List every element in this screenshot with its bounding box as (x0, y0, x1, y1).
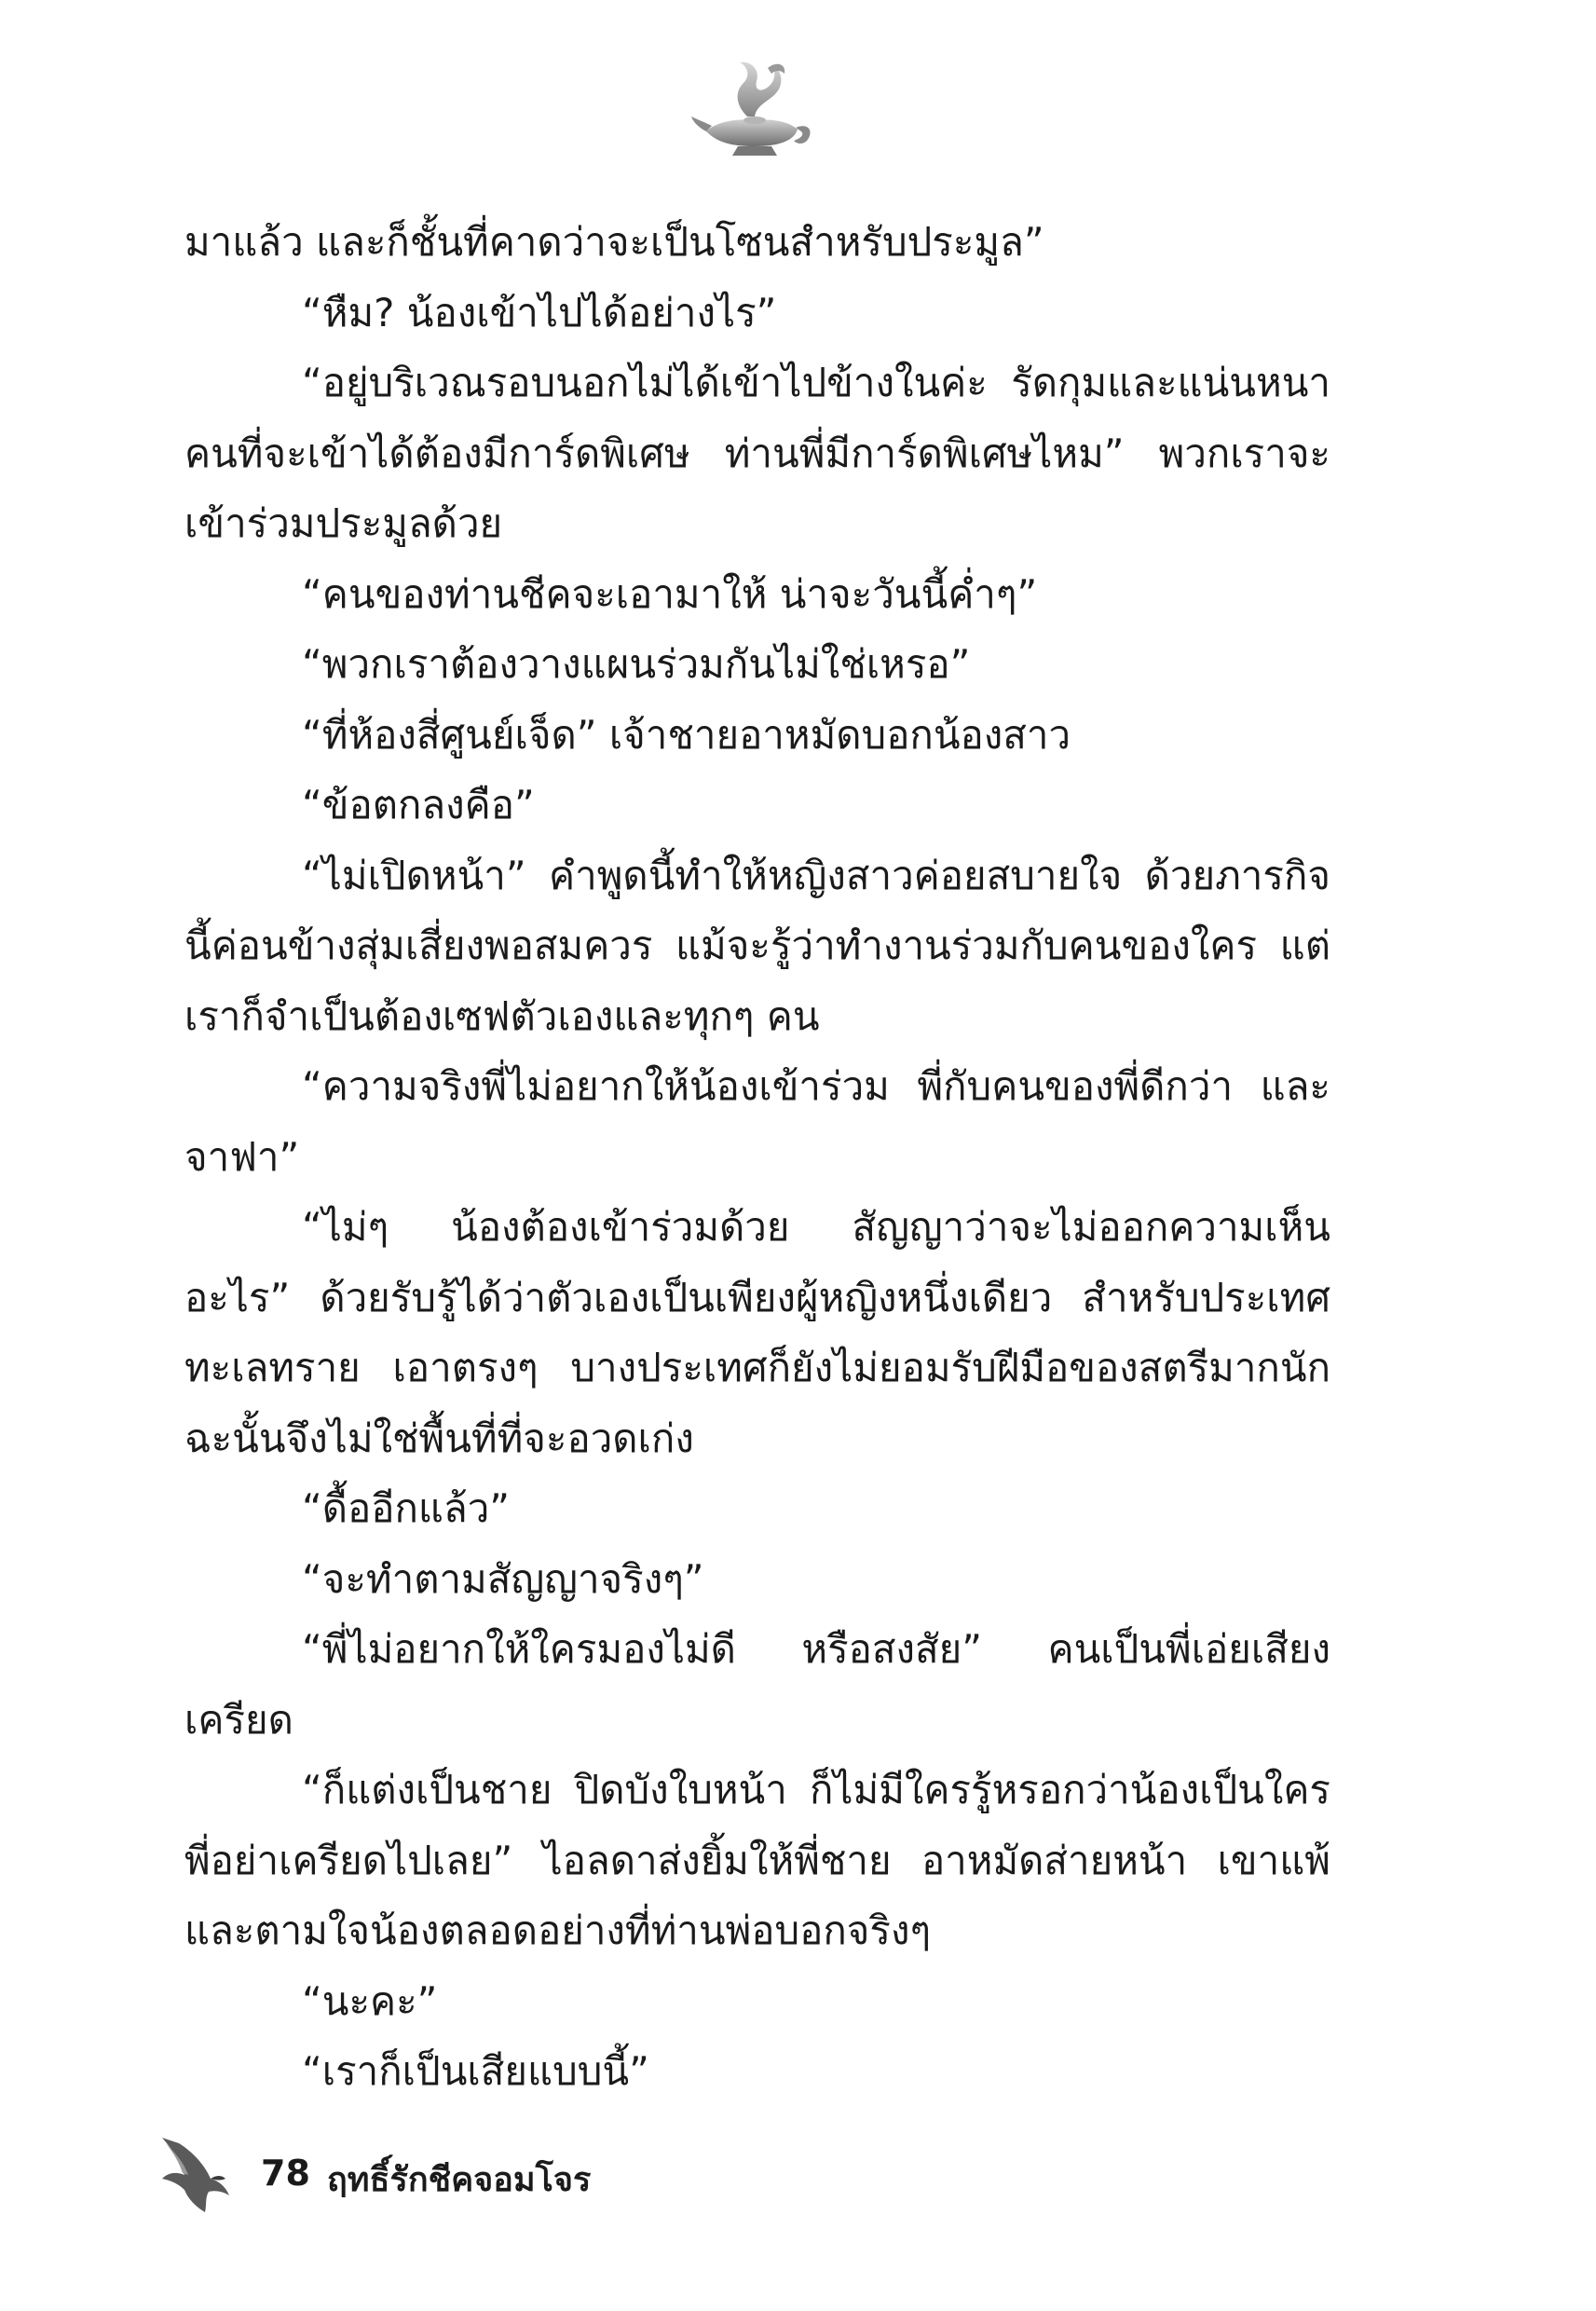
body-paragraph: “ความจริงพี่ไม่อยากให้น้องเข้าร่วม พี่กับคนของพี่ดีกว่า และจาฟา” (184, 1063, 1330, 1180)
body-paragraph: “ไม่เปิดหน้า” คำพูดนี้ทำให้หญิงสาวค่อยสบายใจ ด้วยภารกิจนี้ค่อนข้างสุ่มเสี่ยงพอสมควร แม้จะรู้ว่าทำงานร่วมกับคนของใคร แต่เราก็จำเป็นต้องเซฟตัวเองและทุกๆ คน (184, 852, 1330, 1039)
body-paragraph: “พี่ไม่อยากให้ใครมองไม่ดี หรือสงสัย” คนเป็นพี่เอ่ยเสียงเครียด (184, 1626, 1330, 1743)
book-title: ฤทธิ์รักชีคจอมโจร (327, 2161, 592, 2199)
body-paragraph: “ที่ห้องสี่ศูนย์เจ็ด” เจ้าชายอาหมัดบอกน้องสาว (302, 711, 1071, 758)
body-paragraph: “เราก็เป็นเสียแบบนี้” (302, 2048, 649, 2094)
page-number: 78 (261, 2153, 310, 2194)
body-paragraph: “คนของท่านชีคจะเอามาให้ น่าจะวันนี้ค่ำๆ” (302, 570, 1038, 617)
body-paragraph: “พวกเราต้องวางแผนร่วมกันไม่ใช่เหรอ” (302, 641, 971, 687)
body-paragraph: “ข้อตกลงคือ” (302, 782, 535, 827)
body-paragraph: “ดื้ออีกแล้ว” (302, 1485, 511, 1531)
body-paragraph: “อยู่บริเวณรอบนอกไม่ได้เข้าไปข้างในค่ะ รัดกุมและแน่นหนา คนที่จะเข้าได้ต้องมีการ์ดพิเศษ ท่านพี่มีการ์ดพิเศษไหม” พวกเราจะเข้าร่วมประมูลด้วย (184, 360, 1330, 546)
body-paragraph: “นะคะ” (302, 1977, 438, 2024)
body-paragraph: “ไม่ๆ น้องต้องเข้าร่วมด้วย สัญญาว่าจะไม่ออกความเห็นอะไร” ด้วยรับรู้ได้ว่าตัวเองเป็นเพียงผู้หญิงหนึ่งเดียว สำหรับประเทศทะเลทราย เอาตรงๆ บางประเทศก็ยังไม่ยอมรับฝีมือของสตรีมากนัก ฉะนั้นจึงไม่ใช่พื้นที่ที่จะอวดเก่ง (184, 1204, 1330, 1461)
chapter-body-text (184, 207, 1330, 2107)
body-paragraph: “ก็แต่งเป็นชาย ปิดบังใบหน้า ก็ไม่มีใครรู้หรอกว่าน้องเป็นใคร พี่อย่าเครียดไปเลย” ไอลดาส่งยิ้มให้พี่ชาย อาหมัดส่ายหน้า เขาแพ้และตามใจน้องตลอดอย่างที่ท่านพ่อบอกจริงๆ (184, 1767, 1330, 1953)
body-paragraph: “หืม? น้องเข้าไปได้อย่างไร” (302, 289, 777, 335)
body-paragraph: “จะทำตามสัญญาจริงๆ” (302, 1555, 704, 1602)
eagle-icon (157, 2134, 231, 2213)
page-footer (157, 2134, 809, 2218)
genie-lamp-icon (689, 51, 820, 163)
body-paragraph: มาแล้ว และก็ชั้นที่คาดว่าจะเป็นโซนสำหรับประมูล” (184, 219, 1044, 265)
